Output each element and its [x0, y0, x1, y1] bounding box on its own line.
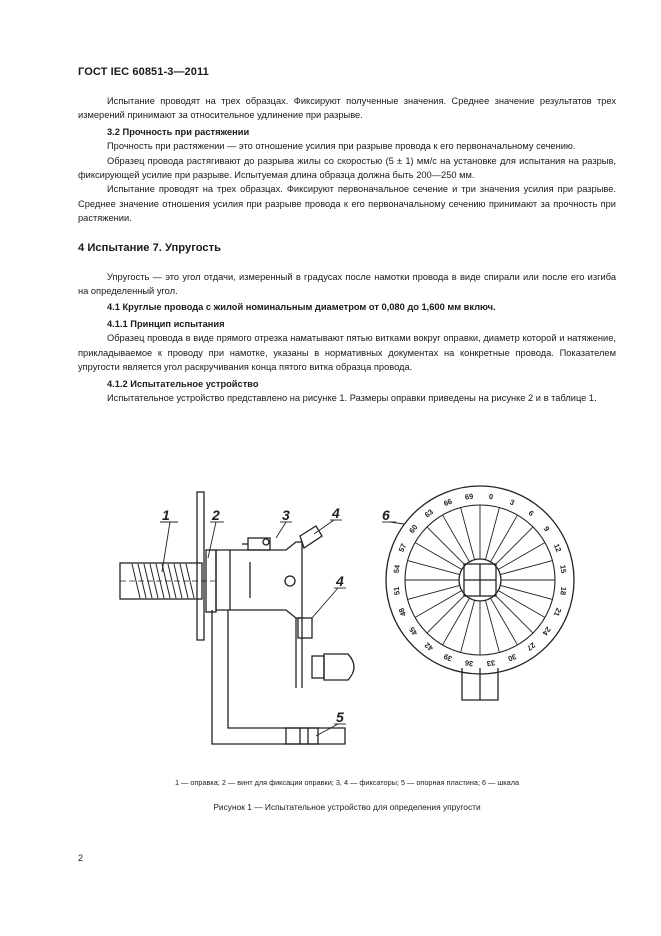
dial-label: 9: [541, 524, 552, 534]
callout-3: 3: [282, 507, 290, 523]
dial-label: 27: [525, 640, 538, 653]
section-heading-4: 4 Испытание 7. Упругость: [78, 241, 221, 254]
dial-spoke: [415, 543, 462, 570]
document-header: ГОСТ IEC 60851-3—2011: [78, 66, 209, 78]
callout-1: 1: [162, 507, 170, 523]
scale-plate: [197, 492, 204, 640]
callout-2: 2: [212, 507, 220, 523]
dial-spoke: [408, 585, 460, 599]
body-text: [78, 94, 616, 405]
main-body: [216, 542, 302, 618]
callout-5: 5: [336, 709, 344, 725]
dial-label: 42: [422, 640, 435, 653]
paragraph: Образец провода растягивают до разрыва жилы со скоростью (5 ± 1) мм/с на установке для испытания на разрыв, фиксирующей усилие при разрыве. Испытуемая длина образца должна быть 200—250 мм.: [78, 155, 616, 181]
section-heading-4-1-1: 4.1.1 Принцип испытания: [107, 318, 225, 329]
dial-label: 51: [391, 586, 402, 596]
dial-spoke: [498, 591, 545, 618]
apparatus-side-view: [120, 492, 354, 744]
base-plate: [286, 728, 318, 744]
dial-label: 24: [540, 625, 553, 638]
dial-label: 18: [558, 586, 569, 596]
dial-spoke: [485, 508, 499, 560]
dial-spoke: [461, 508, 475, 560]
adjust-knob: [324, 654, 354, 680]
dial-label: 30: [506, 651, 518, 664]
paragraph: Испытание проводят на трех образцах. Фиксируют полученные значения. Среднее значение результатов трех измерений принимают за относительное удлинение при разрыве.: [78, 96, 616, 121]
dial-spoke: [415, 591, 462, 618]
dial-spoke: [461, 600, 475, 652]
fixator-3: [248, 538, 270, 550]
dial-spoke: [427, 595, 465, 633]
dial-label: 63: [422, 507, 435, 520]
figure-caption: Рисунок 1 — Испытательное устройство для определения упругости: [213, 802, 481, 812]
section-heading-4-1: 4.1 Круглые провода с жилой номинальным диаметром от 0,080 до 1,600 мм включ.: [107, 302, 496, 313]
dial-label: 57: [396, 542, 409, 554]
page-number: 2: [78, 853, 84, 863]
paragraph: Испытание проводят на трех образцах. Фиксируют первоначальное сечение и три значения усилия при разрыве. Среднее значение отношения усилия при разрыве провода к его первоначальному сечению принимают за прочность при растяжении.: [78, 184, 616, 224]
callout-4: 4: [332, 505, 340, 521]
callout-4b: 4: [336, 573, 344, 589]
dial-label: 33: [486, 658, 496, 669]
dial-label: 48: [396, 606, 409, 618]
dial-spoke: [500, 561, 552, 575]
dial-label: 66: [442, 496, 454, 509]
stand: [212, 610, 345, 744]
dial-label: 0: [488, 491, 494, 502]
dial-label: 36: [464, 658, 474, 669]
paragraph: Образец провода в виде прямого отрезка наматывают пятью витками вокруг оправки, диаметр которой и натяжение, прикладываемое к проводу при намотке, указаны в нормативных документах на конкретные провода. Показателем упругости является угол раскручивания конца пятого витка образца провода.: [78, 333, 616, 373]
dial-label: 21: [551, 606, 564, 618]
section-heading-4-1-2: 4.1.2 Испытательное устройство: [107, 378, 259, 389]
dial-spoke: [408, 561, 460, 575]
dial-spoke: [427, 527, 465, 565]
dial-label: 54: [391, 564, 402, 574]
dial-spoke: [491, 515, 518, 562]
paragraph: Прочность при растяжении — это отношение усилия при разрыве провода к его первоначальному сечению.: [107, 141, 576, 152]
dial-label: 45: [407, 625, 420, 638]
dial-label: 60: [407, 522, 420, 535]
dial-label: 69: [464, 491, 474, 502]
dial-spoke: [500, 585, 552, 599]
figure-1: [90, 478, 580, 754]
dial-spoke: [443, 515, 470, 562]
dial-front-view: [386, 486, 574, 700]
dial-label: 39: [442, 651, 454, 664]
paragraph: Упругость — это угол отдачи, измеренный в градусах после намотки провода в виде спирали или после его изгиба на определенный угол.: [78, 271, 616, 297]
dial-spoke: [485, 600, 499, 652]
fixator-4: [300, 526, 322, 548]
paragraph: Испытательное устройство представлено на рисунке 1. Размеры оправки приведены на рисунке 2 и в таблице 1.: [107, 392, 597, 403]
figure-legend: 1 — оправка; 2 — винт для фиксации оправки; 3, 4 — фиксаторы; 5 — опорная пластина; 6 — шкала: [174, 778, 520, 787]
section-heading-3-2: 3.2 Прочность при растяжении: [107, 126, 250, 137]
dial-spoke: [443, 598, 470, 645]
dial-spoke: [495, 595, 533, 633]
callout-6: 6: [382, 507, 390, 523]
dial-spoke: [498, 543, 545, 570]
dial-label: 3: [508, 497, 516, 508]
figure-drawing: [90, 478, 580, 754]
dial-spoke: [491, 598, 518, 645]
dial-spoke: [495, 527, 533, 565]
dial-label: 6: [526, 508, 536, 519]
dial-label: 12: [551, 542, 564, 554]
dial-label: 15: [558, 564, 569, 574]
